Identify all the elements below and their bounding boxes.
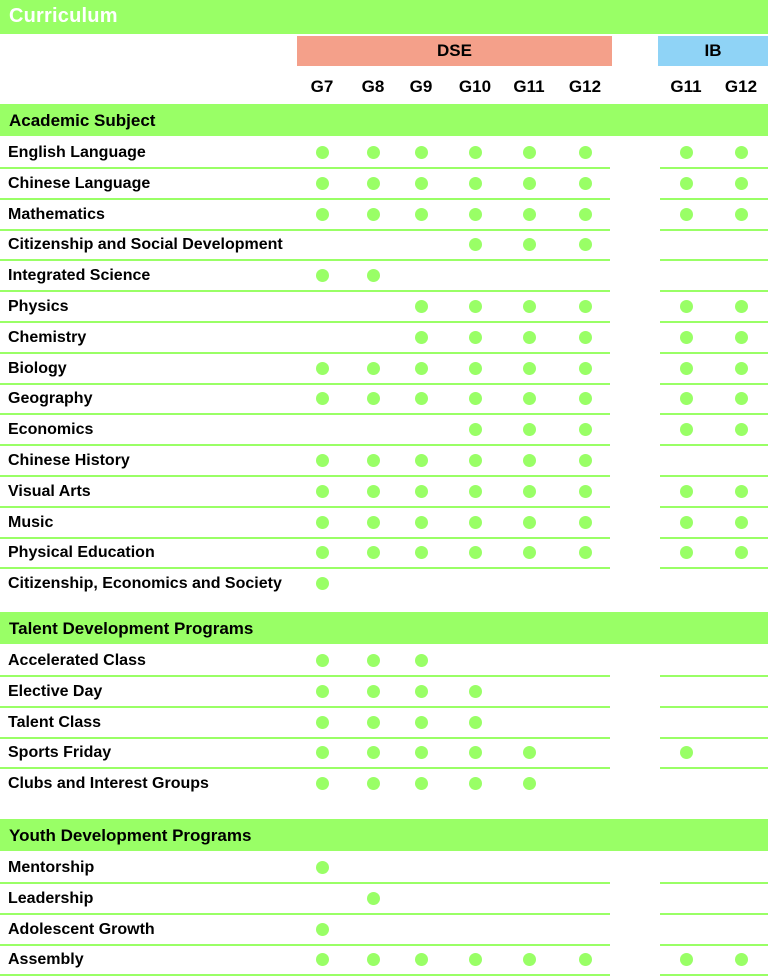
offered-dot-ib-g11 xyxy=(680,546,693,559)
grade-header-dse-g9: G9 xyxy=(409,77,433,96)
subject-label: Physics xyxy=(8,298,69,315)
subject-row-assembly xyxy=(0,945,768,975)
offered-dot-dse-g9 xyxy=(415,485,428,498)
subject-row-mentorship xyxy=(0,853,768,883)
offered-dot-dse-g12 xyxy=(579,953,592,966)
subject-row-visual-arts xyxy=(0,477,768,507)
offered-dot-dse-g11 xyxy=(523,423,536,436)
offered-dot-dse-g10 xyxy=(469,362,482,375)
offered-dot-dse-g8 xyxy=(367,177,380,190)
offered-dot-dse-g10 xyxy=(469,485,482,498)
offered-dot-ib-g11 xyxy=(680,953,693,966)
offered-dot-dse-g12 xyxy=(579,300,592,313)
offered-dot-ib-g11 xyxy=(680,485,693,498)
grade-header-ib-g11: G11 xyxy=(670,77,702,96)
offered-dot-dse-g11 xyxy=(523,392,536,405)
subject-label: English Language xyxy=(8,144,146,161)
subject-row-chinese-history xyxy=(0,446,768,476)
offered-dot-dse-g9 xyxy=(415,146,428,159)
offered-dot-dse-g12 xyxy=(579,177,592,190)
subject-label: Music xyxy=(8,513,54,531)
subject-row-integrated-science xyxy=(0,261,768,291)
offered-dot-dse-g10 xyxy=(469,146,482,159)
offered-dot-dse-g7 xyxy=(316,577,329,590)
subject-row-citizenship-economics-and-society xyxy=(0,569,768,599)
subject-row-physical-education xyxy=(0,538,768,568)
grade-header-dse-g10: G10 xyxy=(458,77,492,96)
offered-dot-dse-g11 xyxy=(523,238,536,251)
offered-dot-dse-g9 xyxy=(415,454,428,467)
subject-row-music xyxy=(0,508,768,538)
offered-dot-dse-g7 xyxy=(316,546,329,559)
offered-dot-dse-g9 xyxy=(415,777,428,790)
subject-row-adolescent-growth xyxy=(0,915,768,945)
offered-dot-dse-g8 xyxy=(367,269,380,282)
subject-row-geography xyxy=(0,384,768,414)
grade-header-dse-g8: G8 xyxy=(361,77,385,96)
offered-dot-ib-g12 xyxy=(735,300,748,313)
offered-dot-dse-g11 xyxy=(523,485,536,498)
offered-dot-dse-g7 xyxy=(316,685,329,698)
dse-program-header xyxy=(297,36,612,66)
offered-dot-dse-g10 xyxy=(469,238,482,251)
subject-label: Citizenship and Social Development xyxy=(8,236,283,254)
subject-label: Leadership xyxy=(8,889,94,907)
offered-dot-dse-g7 xyxy=(316,923,329,936)
offered-dot-dse-g12 xyxy=(579,208,592,221)
grade-header-dse-g12: G12 xyxy=(568,77,602,96)
offered-dot-dse-g7 xyxy=(316,177,329,190)
offered-dot-dse-g11 xyxy=(523,177,536,190)
offered-dot-dse-g11 xyxy=(523,331,536,344)
subject-label: Clubs and Interest Groups xyxy=(8,775,209,793)
offered-dot-dse-g12 xyxy=(579,454,592,467)
subject-label: Geography xyxy=(8,390,93,408)
subject-label: Adolescent Growth xyxy=(8,920,155,938)
offered-dot-dse-g12 xyxy=(579,362,592,375)
offered-dot-dse-g10 xyxy=(469,331,482,344)
offered-dot-ib-g11 xyxy=(680,516,693,529)
subject-row-leadership xyxy=(0,884,768,914)
offered-dot-dse-g9 xyxy=(415,546,428,559)
subject-label: Mathematics xyxy=(8,205,105,223)
subject-label: Physical Education xyxy=(8,544,155,562)
offered-dot-dse-g7 xyxy=(316,953,329,966)
subject-label: Sports Friday xyxy=(8,744,112,762)
section-title: Academic Subject xyxy=(9,111,156,130)
grade-header-ib-g12: G12 xyxy=(724,77,758,96)
offered-dot-dse-g10 xyxy=(469,516,482,529)
offered-dot-dse-g7 xyxy=(316,716,329,729)
offered-dot-ib-g11 xyxy=(680,177,693,190)
subject-label: Economics xyxy=(8,421,94,439)
subject-row-accelerated-class xyxy=(0,646,768,676)
offered-dot-dse-g7 xyxy=(316,777,329,790)
offered-dot-dse-g10 xyxy=(469,777,482,790)
page-title-bar xyxy=(0,0,768,34)
page-title: Curriculum xyxy=(9,5,118,27)
offered-dot-dse-g8 xyxy=(367,953,380,966)
section-header-youth-development-programs xyxy=(0,819,768,851)
section-title: Youth Development Programs xyxy=(9,826,252,845)
subject-label: Integrated Science xyxy=(8,267,151,285)
subject-row-mathematics xyxy=(0,200,768,230)
section-title: Talent Development Programs xyxy=(9,619,254,638)
offered-dot-dse-g7 xyxy=(316,146,329,159)
offered-dot-dse-g12 xyxy=(579,238,592,251)
offered-dot-ib-g12 xyxy=(735,177,748,190)
offered-dot-dse-g9 xyxy=(415,177,428,190)
offered-dot-ib-g12 xyxy=(735,146,748,159)
offered-dot-dse-g11 xyxy=(523,300,536,313)
offered-dot-dse-g8 xyxy=(367,546,380,559)
subject-label: Mentorship xyxy=(8,859,95,876)
offered-dot-dse-g10 xyxy=(469,953,482,966)
offered-dot-ib-g11 xyxy=(680,208,693,221)
ib-program-label: IB xyxy=(704,41,722,60)
offered-dot-dse-g9 xyxy=(415,716,428,729)
subject-row-economics xyxy=(0,415,768,445)
offered-dot-dse-g11 xyxy=(523,516,536,529)
subject-label: Biology xyxy=(8,359,67,377)
subject-label: Assembly xyxy=(8,951,84,969)
offered-dot-ib-g11 xyxy=(680,146,693,159)
offered-dot-dse-g8 xyxy=(367,685,380,698)
offered-dot-dse-g11 xyxy=(523,777,536,790)
subject-row-citizenship-and-social-development xyxy=(0,230,768,260)
offered-dot-dse-g11 xyxy=(523,746,536,759)
offered-dot-dse-g7 xyxy=(316,362,329,375)
subject-label: Citizenship, Economics and Society xyxy=(8,575,282,593)
offered-dot-dse-g11 xyxy=(523,953,536,966)
offered-dot-dse-g10 xyxy=(469,300,482,313)
subject-row-elective-day xyxy=(0,677,768,707)
offered-dot-dse-g11 xyxy=(523,546,536,559)
offered-dot-dse-g11 xyxy=(523,362,536,375)
offered-dot-dse-g10 xyxy=(469,546,482,559)
offered-dot-dse-g10 xyxy=(469,423,482,436)
subject-row-physics xyxy=(0,292,768,322)
offered-dot-dse-g12 xyxy=(579,331,592,344)
subject-row-english-language xyxy=(0,138,768,168)
offered-dot-ib-g12 xyxy=(735,485,748,498)
offered-dot-dse-g8 xyxy=(367,716,380,729)
offered-dot-dse-g8 xyxy=(367,516,380,529)
offered-dot-dse-g8 xyxy=(367,746,380,759)
offered-dot-ib-g12 xyxy=(735,516,748,529)
offered-dot-dse-g7 xyxy=(316,392,329,405)
offered-dot-dse-g8 xyxy=(367,454,380,467)
section-header-academic-subject xyxy=(0,104,768,136)
subject-label: Talent Class xyxy=(8,713,102,731)
offered-dot-dse-g11 xyxy=(523,208,536,221)
offered-dot-dse-g7 xyxy=(316,454,329,467)
offered-dot-dse-g8 xyxy=(367,146,380,159)
grade-header-dse-g7: G7 xyxy=(310,77,334,96)
offered-dot-dse-g10 xyxy=(469,454,482,467)
offered-dot-dse-g9 xyxy=(415,208,428,221)
offered-dot-dse-g8 xyxy=(367,362,380,375)
offered-dot-dse-g12 xyxy=(579,146,592,159)
offered-dot-dse-g9 xyxy=(415,516,428,529)
offered-dot-dse-g10 xyxy=(469,177,482,190)
offered-dot-ib-g11 xyxy=(680,362,693,375)
offered-dot-dse-g12 xyxy=(579,392,592,405)
subject-label: Chinese Language xyxy=(8,174,151,192)
offered-dot-dse-g11 xyxy=(523,454,536,467)
subject-row-clubs-and-interest-groups xyxy=(0,769,768,799)
subject-label: Chinese History xyxy=(8,452,130,469)
offered-dot-dse-g9 xyxy=(415,685,428,698)
offered-dot-dse-g9 xyxy=(415,392,428,405)
offered-dot-dse-g7 xyxy=(316,516,329,529)
offered-dot-dse-g12 xyxy=(579,516,592,529)
offered-dot-dse-g7 xyxy=(316,654,329,667)
offered-dot-dse-g7 xyxy=(316,861,329,874)
offered-dot-dse-g7 xyxy=(316,485,329,498)
offered-dot-dse-g10 xyxy=(469,716,482,729)
offered-dot-dse-g10 xyxy=(469,746,482,759)
offered-dot-dse-g11 xyxy=(523,146,536,159)
offered-dot-dse-g10 xyxy=(469,208,482,221)
offered-dot-dse-g8 xyxy=(367,777,380,790)
offered-dot-dse-g8 xyxy=(367,892,380,905)
offered-dot-dse-g9 xyxy=(415,331,428,344)
offered-dot-dse-g9 xyxy=(415,654,428,667)
offered-dot-dse-g9 xyxy=(415,300,428,313)
subject-row-chinese-language xyxy=(0,169,768,199)
offered-dot-dse-g12 xyxy=(579,546,592,559)
offered-dot-ib-g12 xyxy=(735,392,748,405)
offered-dot-dse-g9 xyxy=(415,362,428,375)
offered-dot-ib-g11 xyxy=(680,331,693,344)
offered-dot-dse-g7 xyxy=(316,269,329,282)
offered-dot-dse-g7 xyxy=(316,746,329,759)
offered-dot-dse-g12 xyxy=(579,485,592,498)
offered-dot-ib-g12 xyxy=(735,362,748,375)
offered-dot-ib-g11 xyxy=(680,300,693,313)
subject-row-talent-class xyxy=(0,708,768,738)
subject-row-biology xyxy=(0,354,768,384)
section-header-talent-development-programs xyxy=(0,612,768,644)
offered-dot-ib-g11 xyxy=(680,423,693,436)
offered-dot-ib-g11 xyxy=(680,392,693,405)
grade-header-dse-g11: G11 xyxy=(513,77,545,96)
offered-dot-ib-g12 xyxy=(735,208,748,221)
offered-dot-ib-g12 xyxy=(735,423,748,436)
ib-program-header xyxy=(658,36,768,66)
subject-label: Elective Day xyxy=(8,682,103,700)
offered-dot-dse-g8 xyxy=(367,392,380,405)
subject-row-chemistry xyxy=(0,323,768,353)
offered-dot-dse-g7 xyxy=(316,208,329,221)
offered-dot-ib-g11 xyxy=(680,746,693,759)
offered-dot-dse-g9 xyxy=(415,953,428,966)
offered-dot-ib-g12 xyxy=(735,953,748,966)
offered-dot-ib-g12 xyxy=(735,331,748,344)
offered-dot-dse-g12 xyxy=(579,423,592,436)
offered-dot-ib-g12 xyxy=(735,546,748,559)
dse-program-label: DSE xyxy=(437,41,472,60)
offered-dot-dse-g8 xyxy=(367,208,380,221)
offered-dot-dse-g8 xyxy=(367,485,380,498)
offered-dot-dse-g10 xyxy=(469,392,482,405)
subject-row-sports-friday xyxy=(0,738,768,768)
offered-dot-dse-g8 xyxy=(367,654,380,667)
offered-dot-dse-g9 xyxy=(415,746,428,759)
subject-label: Chemistry xyxy=(8,328,87,346)
subject-label: Accelerated Class xyxy=(8,652,146,669)
offered-dot-dse-g10 xyxy=(469,685,482,698)
subject-label: Visual Arts xyxy=(8,482,91,500)
